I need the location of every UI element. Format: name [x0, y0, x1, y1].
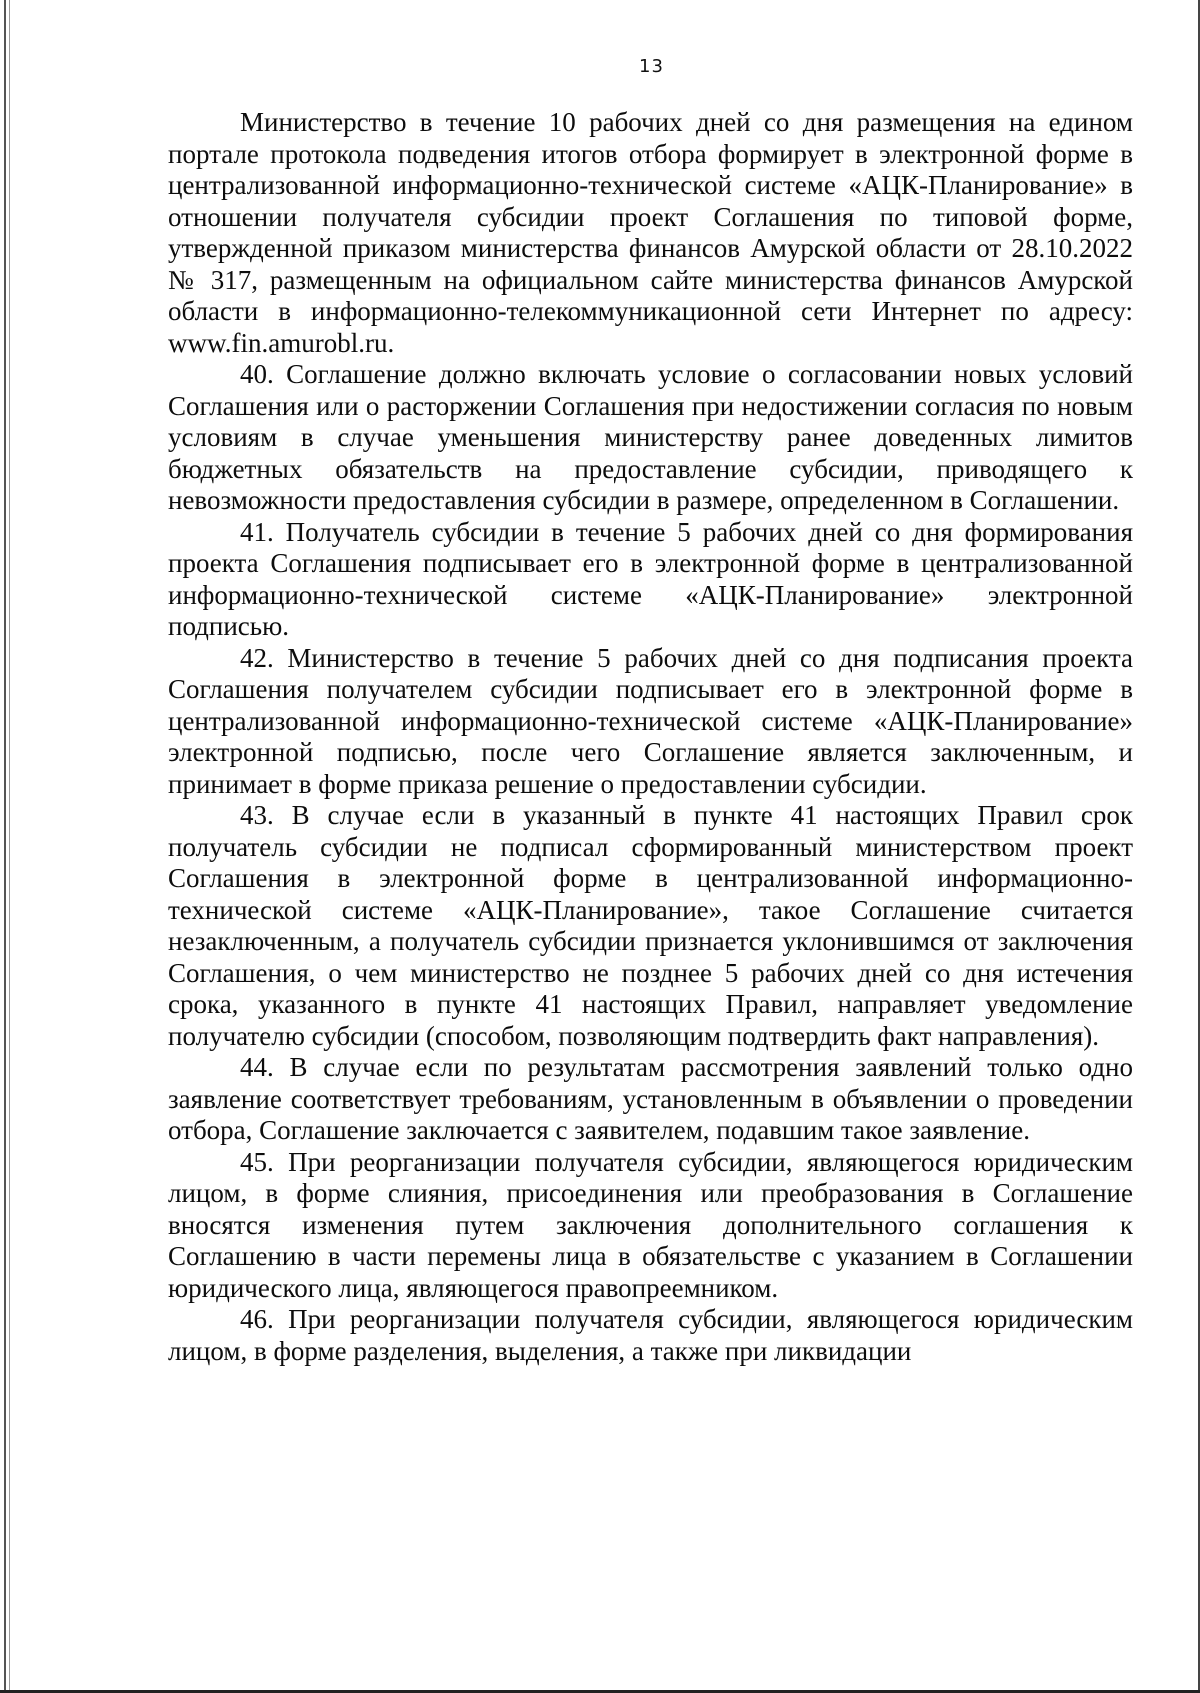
paragraph-agreement-drafting: Министерство в течение 10 рабочих дней со дня размещения на едином портале протокола подведения итогов отбора формирует в электронной форме в централизованной информационно-технической системе «АЦК-Планирование» в отношении получателя субсидии проект Соглашения по типовой форме, утвержденной приказом министерства финансов Амурской области от 28.10.2022 № 317, размещенным на официальном сайте министерства финансов Амурской области в информационно-телекоммуникационной сети Интернет по адресу: www.fin.amurobl.ru.: [168, 107, 1133, 358]
paragraph-43: 43. В случае если в указанный в пункте 41 настоящих Правил срок получатель субсидии не подписал сформированный министерством проект Соглашения в электронной форме в централизованной информационно-технической системе «АЦК-Планирование», такое Соглашение считается незаключенным, а получатель субсидии признается уклонившимся от заключения Соглашения, о чем министерство не позднее 5 рабочих дней со дня истечения срока, указанного в пункте 41 настоящих Правил, направляет уведомление получателю субсидии (способом, позволяющим подтвердить факт направления).: [168, 800, 1133, 1051]
paragraph-46: 46. При реорганизации получателя субсидии, являющегося юридическим лицом, в форме разделения, выделения, а также при ликвидации: [168, 1304, 1133, 1366]
scan-left-edge-inner: [9, 0, 10, 1693]
scan-left-edge: [4, 0, 6, 1693]
paragraph-42: 42. Министерство в течение 5 рабочих дней со дня подписания проекта Соглашения получателем субсидии подписывает его в электронной форме в централизованной информационно-технической системе «АЦК-Планирование» электронной подписью, после чего Соглашение является заключенным, и принимает в форме приказа решение о предоставлении субсидии.: [168, 642, 1133, 799]
paragraph-45: 45. При реорганизации получателя субсидии, являющегося юридическим лицом, в форме слияния, присоединения или преобразования в Соглашение вносятся изменения путем заключения дополнительного соглашения к Соглашению в части перемены лица в обязательстве с указанием в Соглашении юридического лица, являющегося правопреемником.: [168, 1146, 1133, 1303]
paragraph-44: 44. В случае если по результатам рассмотрения заявлений только одно заявление соответствует требованиям, установленным в объявлении о проведении отбора, Соглашение заключается с заявителем, подавшим такое заявление.: [168, 1052, 1133, 1145]
document-body: [168, 107, 1133, 1367]
paragraph-41: 41. Получатель субсидии в течение 5 рабочих дней со дня формирования проекта Соглашения подписывает его в электронной форме в централизованной информационно-технической системе «АЦК-Планирование» электронной подписью.: [168, 516, 1133, 641]
paragraph-40: 40. Соглашение должно включать условие о согласовании новых условий Соглашения или о расторжении Соглашения при недостижении согласия по новым условиям в случае уменьшения министерству ранее доведенных лимитов бюджетных обязательств на предоставление субсидии, приводящего к невозможности предоставления субсидии в размере, определенном в Соглашении.: [168, 359, 1133, 515]
page-number: 13: [639, 56, 664, 77]
